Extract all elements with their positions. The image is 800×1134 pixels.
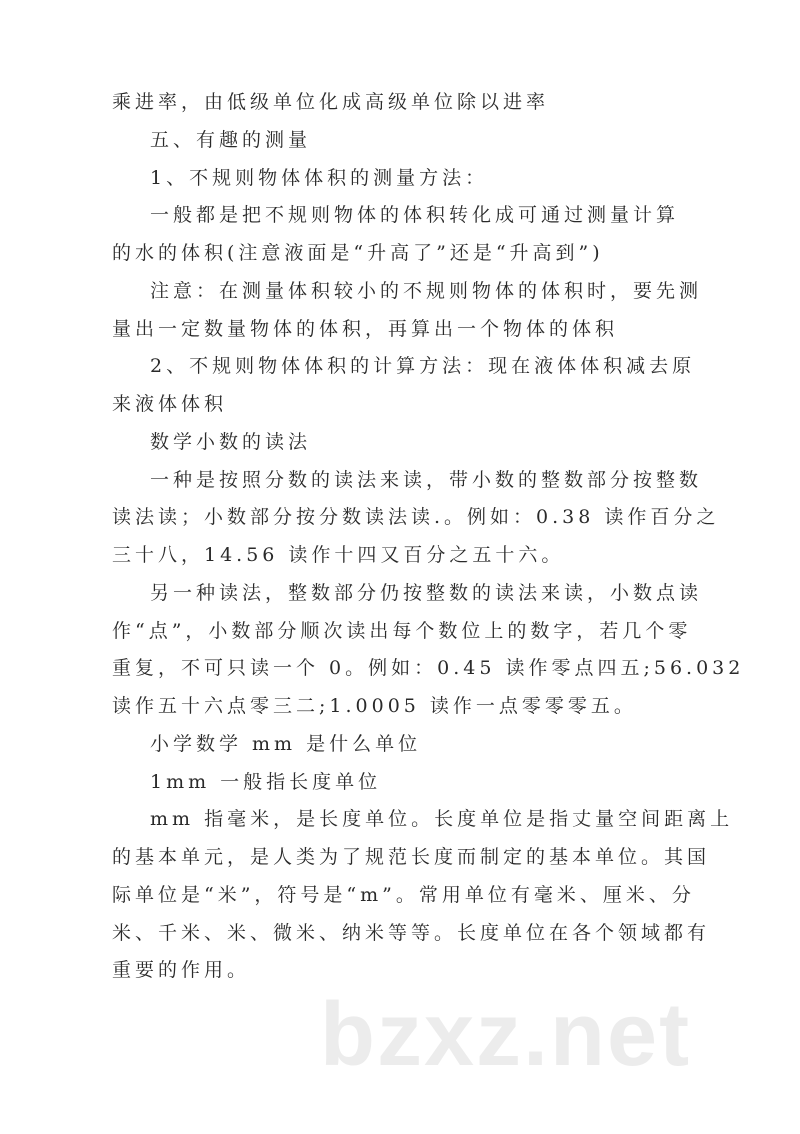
- text-line: 三十八，14.56 读作十四又百分之五十六。: [112, 544, 565, 566]
- text-line: mm 指毫米，是长度单位。长度单位是指丈量空间距离上: [150, 808, 734, 831]
- text-line: 重要的作用。: [112, 959, 251, 982]
- text-line: 乘进率，由低级单位化成高级单位除以进率: [112, 91, 550, 113]
- text-line: 另一种读法，整数部分仍按整数的读法来读，小数点读: [150, 581, 703, 604]
- text-line: 际单位是“米”，符号是“m”。常用单位有毫米、厘米、分: [112, 883, 695, 906]
- text-line: 一种是按照分数的读法来读，带小数的整数部分按整数: [150, 468, 703, 491]
- text-line: 米、千米、米、微米、纳米等等。长度单位在各个领域都有: [112, 921, 711, 944]
- text-line: 来液体体积: [112, 393, 228, 415]
- text-line: 一般都是把不规则物体的体积转化成可通过测量计算: [150, 204, 680, 227]
- text-line: 重复，不可只读一个 0。例如：0.45 读作零点四五;56.032: [112, 657, 745, 680]
- text-line: 小学数学 mm 是什么单位: [150, 732, 422, 755]
- text-line: 2、不规则物体体积的计算方法：现在液体体积减去原: [150, 355, 696, 378]
- text-line: 五、有趣的测量: [150, 128, 312, 151]
- text-line: 注意：在测量体积较小的不规则物体的体积时，要先测: [150, 279, 703, 302]
- watermark: bzxz.net: [320, 985, 692, 1085]
- text-line: 作“点”，小数部分顺次读出每个数位上的数字，若几个零: [112, 619, 692, 642]
- text-line: 的水的体积(注意液面是“升高了”还是“升高到”): [112, 242, 604, 264]
- text-line: 读作五十六点零三二;1.0005 读作一点零零零五。: [112, 695, 637, 717]
- text-line: 量出一定数量物体的体积，再算出一个物体的体积: [112, 317, 619, 340]
- text-line: 数学小数的读法: [150, 430, 312, 453]
- text-line: 读法读；小数部分按分数读法读.。例如：0.38 读作百分之: [112, 506, 720, 529]
- text-line: 的基本单元，是人类为了规范长度而制定的基本单位。其国: [112, 846, 711, 868]
- text-line: 1、不规则物体体积的测量方法：: [150, 166, 489, 189]
- text-line: 1mm 一般指长度单位: [150, 770, 382, 793]
